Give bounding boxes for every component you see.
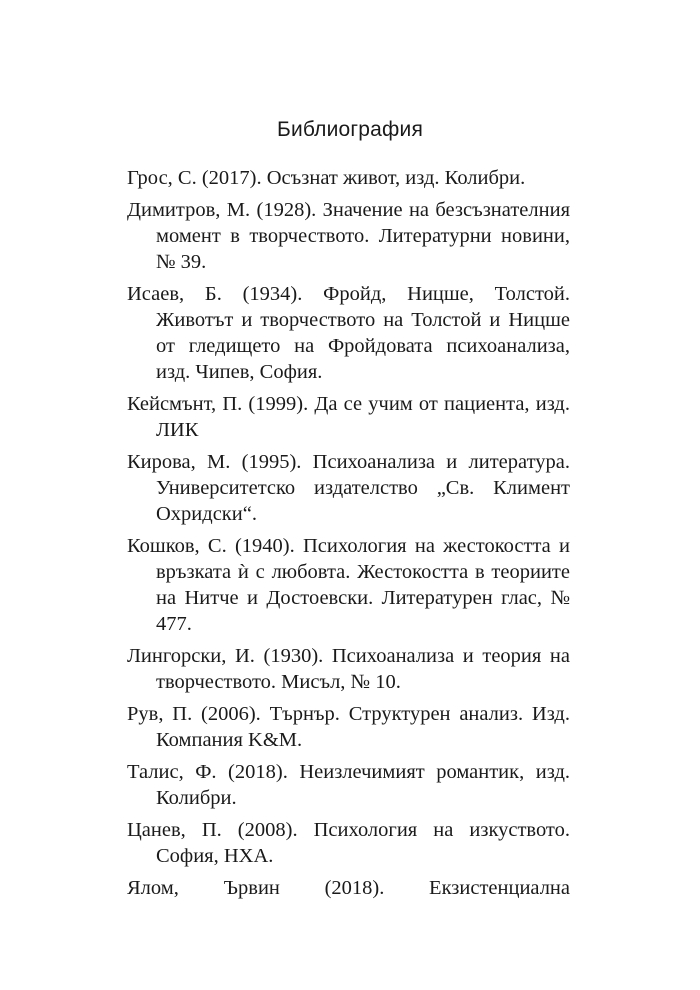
bibliography-list — [127, 165, 570, 907]
bibliography-entry: Ялом, Ървин (2018). Екзистенциална — [127, 877, 570, 899]
bibliography-entry: Димитров, М. (1928). Значение на безсъзнателния момент в творчеството. Литературни новини, № 39. — [127, 199, 570, 273]
bibliography-entry: Рув, П. (2006). Търнър. Структурен анализ. Изд. Компания K&M. — [127, 703, 570, 751]
bibliography-entry: Лингорски, И. (1930). Психоанализа и теория на творчеството. Мисъл, № 10. — [127, 645, 570, 693]
bibliography-entry: Кошков, С. (1940). Психология на жестокостта и връзката ѝ с любовта. Жестокостта в теориите на Нитче и Достоевски. Литературен глас, № 477. — [127, 535, 570, 635]
bibliography-entry: Кирова, М. (1995). Психоанализа и литература. Университетско издателство „Св. Климент Охридски“. — [127, 451, 570, 525]
bibliography-entry: Талис, Ф. (2018). Неизлечимият романтик, изд. Колибри. — [127, 761, 570, 809]
bibliography-entry: Цанев, П. (2008). Психология на изкуството. София, НХА. — [127, 819, 570, 867]
bibliography-entry: Грос, С. (2017). Осъзнат живот, изд. Колибри. — [127, 167, 526, 189]
bibliography-entry: Исаев, Б. (1934). Фройд, Ницше, Толстой. Животът и творчеството на Толстой и Ницше от гледището на Фройдовата психоанализа, изд. Чипев, София. — [127, 283, 570, 383]
bibliography-entry: Кейсмънт, П. (1999). Да се учим от пациента, изд. ЛИК — [127, 393, 570, 441]
bibliography-heading: Библиография — [276, 118, 424, 141]
